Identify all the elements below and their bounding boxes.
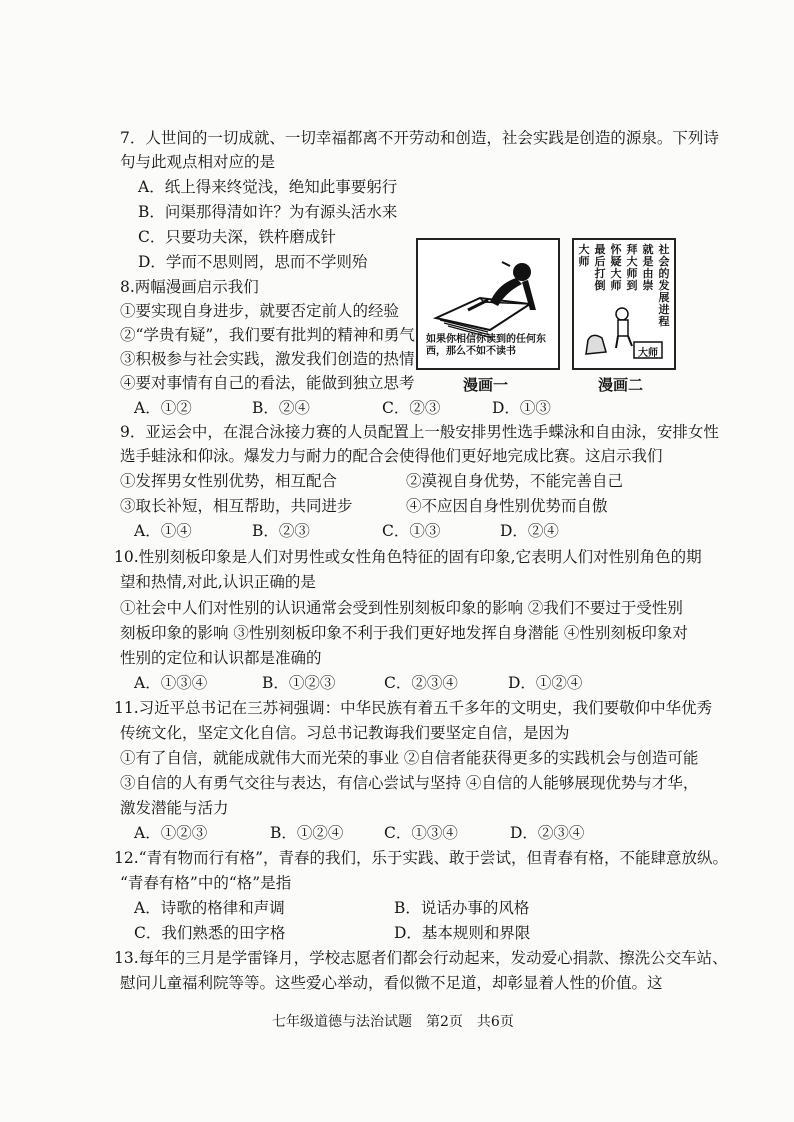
q11-statement-line2: ③自信的人有勇气交往与表达，有信心尝试与坚持 ④自信的人能够展现优势与才华， [120,774,699,792]
q11-statement-line1: ①有了自信，就能成就伟大而光荣的事业 ②自信者能获得更多的实践机会与创造可能 [120,749,699,767]
q10-statement-line1: ①社会中人们对性别的认识通常会受到性别刻板印象的影响 ②我们不要过于受性别 [120,599,683,617]
q9-statement-2: ②漠视自身优势，不能完善自己 [406,472,624,490]
q12-option-b: B．说话办事的风格 [394,899,530,917]
q11-option-a: A．①②③ [134,824,208,842]
q8-statement-3: ③积极参与社会实践，激发我们创造的热情 [120,350,415,368]
q8-statement-4: ④要对事情有自己的看法，能做到独立思考 [120,374,415,392]
q9-stem-line1: 9．亚运会中，在混合泳接力赛的人员配置上一般安排男性选手蝶泳和自由泳，安排女性 [120,423,719,441]
q9-statement-3: ③取长补短，相互帮助，共同进步 [120,497,353,515]
q7-option-c: C．只要功夫深，铁杵磨成针 [138,228,336,246]
q8-option-b: B．②④ [252,399,310,417]
q10-option-a: A．①③④ [134,674,208,692]
q10-stem-line1: 10.性别刻板印象是人们对男性或女性角色特征的固有印象,它表明人们对性别角色的期 [114,548,702,566]
q10-option-c: C．②③④ [384,674,458,692]
q11-option-d: D．②③④ [510,824,585,842]
cartoon-two-caption: 漫画二 [598,376,644,394]
q7-option-d: D．学而不思则罔，思而不学则殆 [138,253,368,271]
cartoon-two-text-col3: 拜大师到 [626,243,638,292]
q8-option-d: D．①③ [492,399,551,417]
q8-option-a: A．①② [134,399,192,417]
q7-option-a: A．纸上得来终觉浅，绝知此事要躬行 [138,178,398,196]
cartoon-one-text: 如果你相信你读到的任何东西，那么不如不读书 [426,334,546,357]
q11-stem-line1: 11.习近平总书记在三苏祠强调：中华民族有着五千多年的文明史，我们要敬仰中华优秀 [114,699,713,717]
page-footer: 七年级道德与法治试题 第2页 共6页 [272,1014,514,1030]
cartoon-two-text-col1: 社会的发展进程 [658,243,670,328]
q7-stem-line2: 句与此观点相对应的是 [120,153,276,171]
q10-statement-line2: 刻板印象的影响 ③性别刻板印象不利于我们更好地发挥自身潜能 ④性别刻板印象对 [120,624,688,642]
q9-option-c: C．①③ [382,522,441,540]
q9-option-b: B．②③ [252,522,310,540]
q8-option-c: C．②③ [382,399,441,417]
q8-statement-2: ②“学贵有疑”，我们要有批判的精神和勇气 [120,326,415,344]
q9-option-d: D．②④ [500,522,559,540]
q12-stem-line1: 12.“青有物而行有格”，青春的我们，乐于实践、敢于尝试，但青春有格，不能肆意放纵。 [114,849,729,867]
cartoon-one-caption: 漫画一 [463,376,509,394]
q8-statement-1: ①要实现自身进步，就要否定前人的经验 [120,302,400,320]
cartoon-two-text-col4: 怀疑大师 [610,243,622,292]
q8-stem: 8.两幅漫画启示我们 [120,278,259,296]
q11-option-b: B．①②④ [270,824,344,842]
cartoon-two-text-col2: 就是由崇 [642,243,654,292]
q11-statement-line3: 激发潜能与活力 [120,799,229,817]
q7-stem-line1: 7．人世间的一切成就、一切幸福都离不开劳动和创造，社会实践是创造的源泉。下列诗 [120,129,719,147]
q10-option-d: D．①②④ [508,674,583,692]
q12-option-a: A．诗歌的格律和声调 [134,899,285,917]
cartoon-two-plaque: 大师 [638,348,658,359]
q12-stem-line2: “青春有格”中的“格”是指 [120,874,292,892]
q13-stem-line1: 13.每年的三月是学雷锋月，学校志愿者们都会行动起来，发动爱心捐款、擦洗公交车站、 [114,949,728,967]
q12-option-d: D．基本规则和界限 [394,924,531,942]
q11-option-c: C．①③④ [384,824,458,842]
cartoon-two-drawing [574,240,674,368]
q11-stem-line2: 传统文化，坚定文化自信。习总书记教诲我们要坚定自信，是因为 [120,724,570,742]
cartoon-one [416,238,560,370]
q9-statement-1: ①发挥男女性别优势，相互配合 [120,472,338,490]
q9-statement-4: ④不应因自身性别优势而自傲 [406,497,608,515]
q9-stem-line2: 选手蛙泳和仰泳。爆发力与耐力的配合会使得他们更好地完成比赛。这启示我们 [120,447,663,465]
cartoon-two [572,238,676,370]
q10-statement-line3: 性别的定位和认识都是准确的 [120,649,322,667]
q13-stem-line2: 慰问儿童福利院等等。这些爱心举动，看似微不足道，却彰显着人性的价值。这 [120,974,663,992]
q10-option-b: B．①②③ [262,674,336,692]
cartoon-two-text-col6: 大师 [578,243,590,268]
q10-stem-line2: 望和热情,对此,认识正确的是 [120,573,316,591]
cartoon-two-text-col5: 最后打倒 [594,243,606,292]
q7-option-b: B．问渠那得清如许？为有源头活水来 [138,203,398,221]
q12-option-c: C．我们熟悉的田字格 [134,924,286,942]
q9-option-a: A．①④ [134,522,192,540]
